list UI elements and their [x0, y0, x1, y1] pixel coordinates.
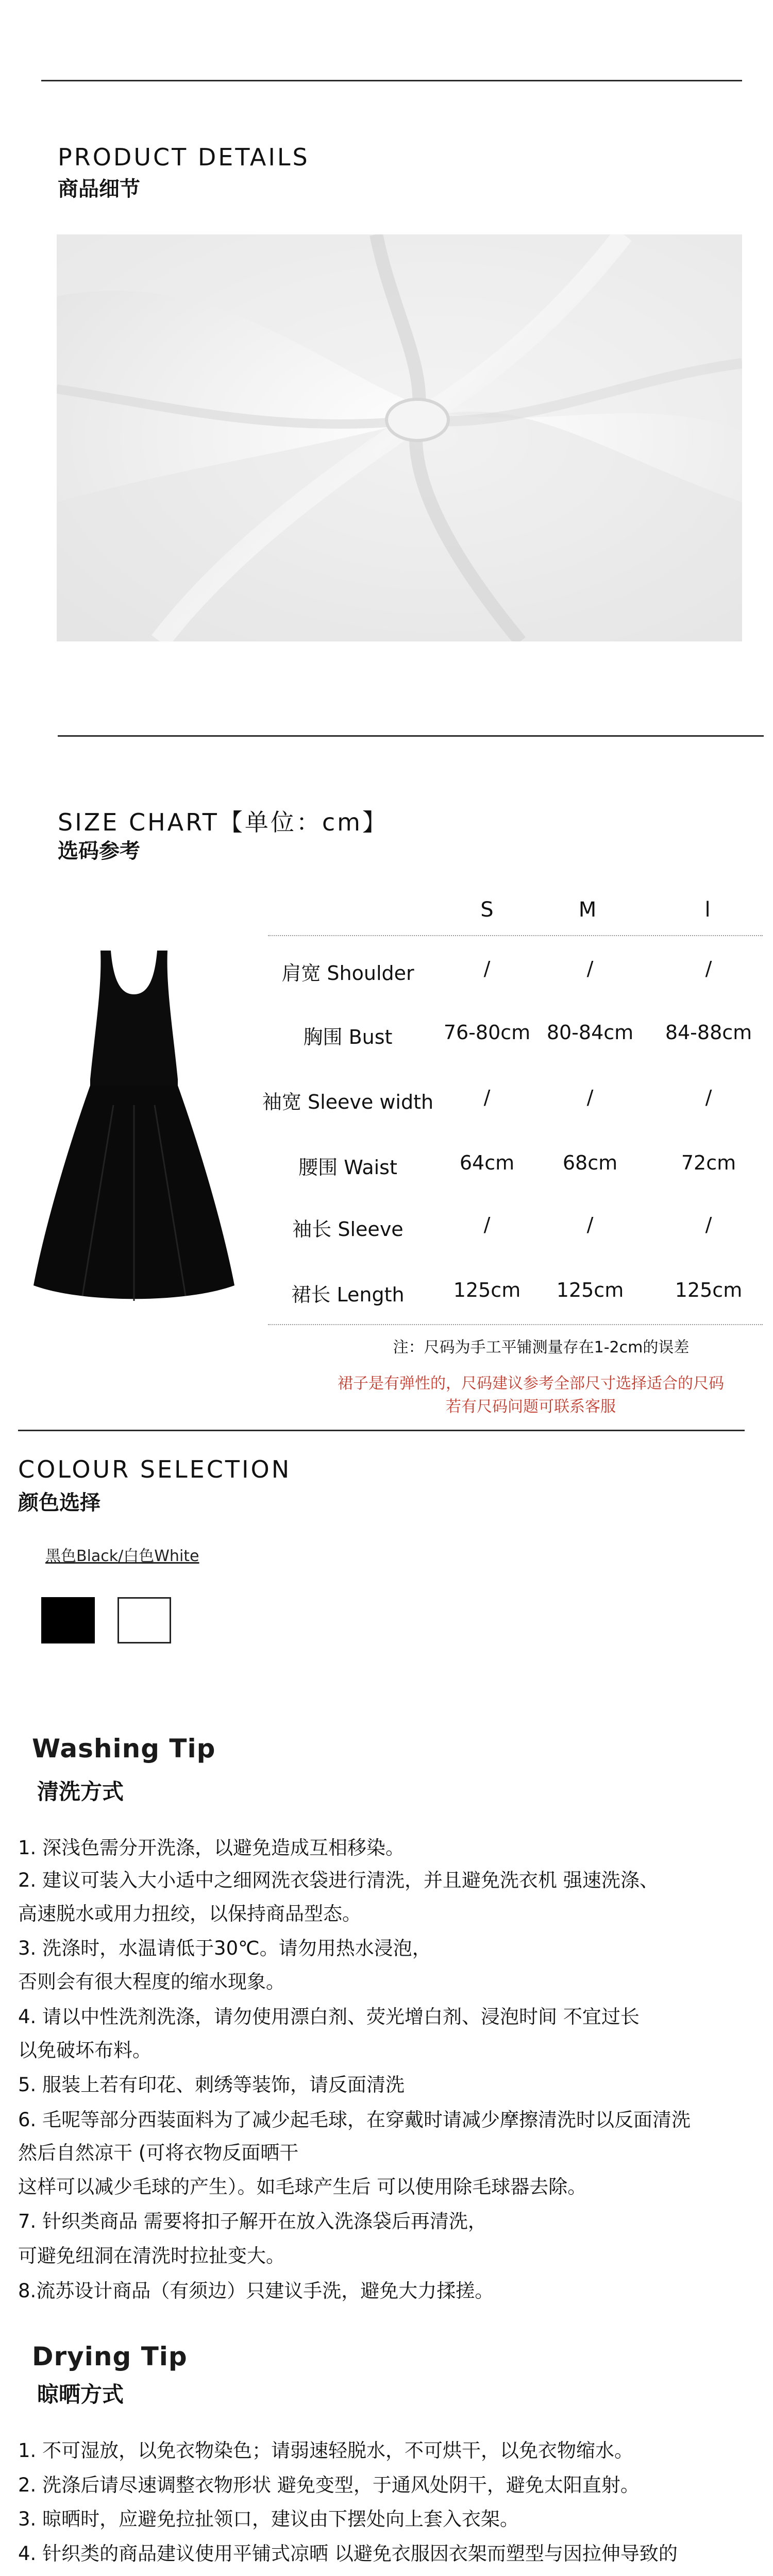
size-cell: 76-80cm: [443, 1021, 531, 1044]
colour-selection-subtitle: 颜色选择: [18, 1491, 100, 1515]
size-chart-title: SIZE CHART【单位：cm】: [58, 808, 388, 836]
washing-line: 8.流苏设计商品（有须边）只建议手洗，避免大力揉搓。: [18, 2280, 494, 2302]
fabric-detail-image: [57, 234, 742, 641]
size-cell: /: [586, 957, 594, 980]
swatch-black[interactable]: [41, 1597, 95, 1643]
washing-line: 3. 洗涤时，水温请低于30℃。请勿用热水浸泡，: [18, 1937, 431, 1959]
size-cell: /: [483, 957, 491, 980]
washing-line: 以免破坏布料。: [18, 2039, 152, 2061]
size-col-s: S: [480, 898, 494, 922]
size-row-label: 裙长 Length: [291, 1283, 405, 1306]
dress-image: [31, 951, 237, 1311]
table-separator: [268, 1324, 763, 1325]
drying-tip-subtitle: 晾晒方式: [37, 2382, 124, 2407]
size-cell: /: [586, 1086, 594, 1109]
size-cell: /: [483, 1086, 491, 1109]
washing-line: 可避免纽洞在清洗时拉扯变大。: [18, 2245, 285, 2267]
size-row-bust: [237, 1021, 773, 1052]
size-cell: /: [483, 1213, 491, 1236]
size-cell: /: [705, 957, 712, 980]
drying-tip-title: Drying Tip: [32, 2342, 188, 2371]
size-cell: 80-84cm: [546, 1021, 634, 1044]
washing-line: 1. 深浅色需分开洗涤，以避免造成互相移染。: [18, 1837, 405, 1859]
section-divider: [18, 1430, 745, 1431]
size-note: 注：尺码为手工平铺测量存在1-2cm的误差: [393, 1338, 690, 1357]
washing-line: 这样可以减少毛球的产生）。如毛球产生后 可以使用除毛球器去除。: [18, 2176, 587, 2198]
size-cell: 64cm: [459, 1151, 515, 1174]
drying-line: 3. 晾晒时，应避免拉扯领口，建议由下摆处向上套入衣架。: [18, 2508, 519, 2530]
size-row-label: 袖宽 Sleeve width: [262, 1091, 434, 1113]
drying-line: 4. 针织类的商品建议使用平铺式凉晒 以避免衣服因衣架而塑型与因拉伸导致的: [18, 2543, 678, 2565]
size-cell: /: [586, 1213, 594, 1236]
washing-line: 6. 毛呢等部分西装面料为了减少起毛球，在穿戴时请减少摩擦清洗时以反面清洗: [18, 2109, 691, 2131]
size-cell: 84-88cm: [665, 1021, 752, 1044]
size-cell: /: [705, 1086, 712, 1109]
size-cell: 125cm: [675, 1279, 743, 1301]
size-cell: 125cm: [556, 1279, 624, 1301]
washing-line: 否则会有很大程度的缩水现象。: [18, 1971, 285, 1993]
product-details-title: PRODUCT DETAILS: [58, 143, 310, 171]
size-cell: 125cm: [453, 1279, 521, 1301]
section-divider: [58, 735, 764, 737]
colour-label: 黑色Black/白色White: [45, 1547, 199, 1565]
size-row-shoulder: [237, 957, 773, 988]
size-row-label: 袖长 Sleeve: [292, 1218, 404, 1241]
washing-line: 高速脱水或用力扭绞，以保持商品型态。: [18, 1903, 361, 1925]
drying-line: 1. 不可湿放，以免衣物染色；请弱速轻脱水，不可烘干，以免衣物缩水。: [18, 2439, 634, 2462]
size-row-label: 肩宽 Shoulder: [281, 962, 414, 985]
colour-selection-title: COLOUR SELECTION: [18, 1455, 292, 1483]
washing-line: 5. 服装上若有印花、刺绣等装饰，请反面清洗: [18, 2074, 405, 2096]
fabric-drape-illustration: [57, 234, 742, 641]
size-row-label: 胸围 Bust: [303, 1026, 393, 1048]
size-col-l: l: [704, 898, 711, 922]
washing-line: 4. 请以中性洗剂洗涤，请勿使用漂白剂、荧光增白剂、浸泡时间 不宜过长: [18, 2006, 640, 2028]
size-warning-line2: 若有尺码问题可联系客服: [446, 1398, 616, 1416]
size-chart-subtitle: 选码参考: [58, 839, 140, 863]
top-divider: [41, 80, 742, 81]
product-details-subtitle: 商品细节: [58, 177, 140, 201]
size-cell: 68cm: [562, 1151, 618, 1174]
size-row-label: 腰围 Waist: [298, 1156, 397, 1179]
size-cell: /: [705, 1213, 712, 1236]
table-separator: [268, 935, 763, 936]
size-row-waist: [237, 1151, 773, 1182]
size-row-sleeve-width: [237, 1086, 773, 1117]
size-row-sleeve: [237, 1213, 773, 1244]
drying-line: 2. 洗涤后请尽速调整衣物形状 避免变型，于通风处阴干，避免太阳直射。: [18, 2474, 640, 2496]
size-cell: 72cm: [681, 1151, 736, 1174]
swatch-white[interactable]: [117, 1597, 171, 1643]
washing-line: 2. 建议可装入大小适中之细网洗衣袋进行清洗，并且避免洗衣机 强速洗涤、: [18, 1869, 659, 1891]
washing-line: 7. 针织类商品 需要将扣子解开在放入洗涤袋后再清洗，: [18, 2210, 487, 2232]
size-warning-line1: 裙子是有弹性的，尺码建议参考全部尺寸选择适合的尺码: [338, 1375, 724, 1393]
washing-line: 然后自然凉干 (可将衣物反面晒干: [18, 2142, 299, 2164]
size-row-length: [237, 1279, 773, 1310]
washing-tip-subtitle: 清洗方式: [37, 1779, 124, 1804]
size-col-m: M: [578, 898, 597, 922]
washing-tip-title: Washing Tip: [32, 1734, 216, 1764]
